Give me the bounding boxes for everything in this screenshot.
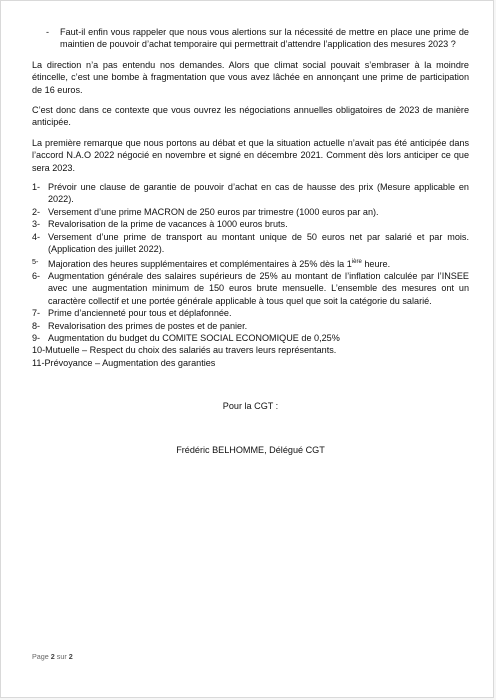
list-item (32, 332, 469, 344)
list-item (32, 320, 469, 332)
item-number: 1- (32, 182, 41, 193)
list-item (32, 256, 469, 270)
list-item (32, 218, 469, 230)
signature-header: Pour la CGT : (222, 401, 279, 412)
item-number: 11- (32, 357, 45, 368)
item-text: Augmentation générale des salaires supérieurs de 25% au montant de l’inflation calculée par l’INSEE avec une augmentation minimum de 150 euros brute mensuelle. L’ensemble des mesures ont un caractère collectif et une portée générale applicable à tous quel que soit la catégorie du salarié. (48, 270, 469, 306)
bullet-text: Faut-il enfin vous rappeler que nous vous alertions sur la nécessité de mettre en place une prime de maintien de pouvoir d’achat temporaire qui permettrait d’attendre l’application des mesures 2023 ? (60, 27, 469, 50)
list-item (32, 270, 469, 307)
item-text: Prévoir une clause de garantie de pouvoir d’achat en cas de hausse des prix (Mesure applicable en 2022). (48, 182, 469, 205)
item-text: Revalorisation de la prime de vacances à 1000 euros bruts. (48, 219, 288, 230)
paragraph-remark: La première remarque que nous portons au débat et que la situation actuelle n’avait pas été anticipée dans l’accord N.A.O 2022 négocié en novembre et signé en décembre 2021. Comment dès lors anticiper ce que sera 2023. (32, 137, 469, 173)
item-number: 9- (32, 332, 41, 343)
item-number: 7- (32, 308, 41, 319)
paragraph-direction: La direction n’a pas entendu nos demandes. Alors que climat social pouvait s’embraser à la moindre étincelle, c’est une bombe à fragmentation que vous avez lâchée en annonçant une prime de participation de 16 euros. (32, 59, 469, 95)
list-item (32, 344, 469, 356)
item-number: 4- (32, 231, 41, 242)
page-label: Page (32, 652, 49, 661)
bullet-item (46, 26, 469, 51)
item-text: Prime d’ancienneté pour tous et déplafonnée. (48, 308, 232, 319)
item-number: 5- (32, 256, 39, 266)
item-text-start: Majoration des heures supplémentaires et complémentaires à 25% dès la 1 (48, 258, 352, 269)
item-text: Versement d’une prime MACRON de 250 euros par trimestre (1000 euros par an). (48, 206, 379, 217)
list-item (32, 307, 469, 319)
item-text: Prévoyance – Augmentation des garanties (44, 357, 216, 368)
demands-list (32, 181, 469, 369)
list-item (32, 206, 469, 218)
document-body (32, 26, 469, 456)
item-text-end: heure. (361, 258, 391, 269)
current-page: 2 (50, 652, 55, 661)
item-number: 6- (32, 270, 41, 281)
item-text: Mutuelle – Respect du choix des salariés au travers leurs représentants. (45, 345, 337, 356)
item-text: Revalorisation des primes de postes et de panier. (48, 320, 248, 331)
item-text: Augmentation du budget du COMITE SOCIAL ECONOMIQUE de 0,25% (48, 332, 340, 343)
item-number: 2- (32, 206, 41, 217)
item-number: 3- (32, 219, 41, 230)
list-item (32, 181, 469, 206)
bullet-dash: - (46, 27, 50, 37)
paragraph-context: C’est donc dans ce contexte que vous ouvrez les négociations annuelles obligatoires de 2023 de manière anticipée. (32, 105, 469, 128)
list-item (32, 357, 469, 369)
page-footer (32, 652, 73, 661)
list-item (32, 231, 469, 256)
superscript: ière (351, 258, 362, 265)
total-pages: 2 (68, 652, 73, 661)
signature-name: Frédéric BELHOMME, Délégué CGT (176, 444, 325, 455)
item-number: 10- (32, 345, 46, 356)
page-of-label: sur (56, 652, 67, 661)
item-text (48, 256, 469, 270)
item-number: 8- (32, 320, 41, 331)
item-text: Versement d’une prime de transport au montant unique de 50 euros net par salarié et par mois. (Application des juillet 2022). (48, 231, 469, 255)
